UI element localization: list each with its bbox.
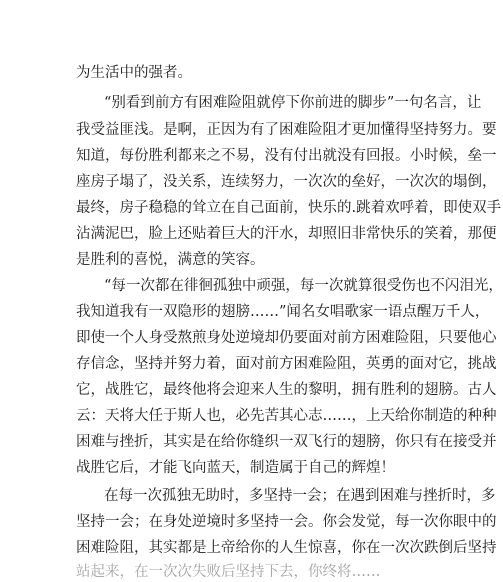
text-line: 困难与挫折，其实是在给你缝织一双飞行的翅膀，你只有在接受并 [76,434,497,450]
text-line: 是胜利的喜悦，满意的笑容。 [76,252,265,268]
text-line: “别看到前方有困难险阻就停下你前进的脚步”一句名言，让 [104,95,482,111]
text-line: 即使一个人身受熬煎身处逆境却仍要面对前方困难险阻，只要他心 [76,330,497,346]
text-line: 存信念，坚持并努力着，面对前方困难险阻，英勇的面对它，挑战 [76,356,497,372]
text-line: 坚持一会；在身处逆境时多坚持一会。你会发觉，每一次你眼中的 [76,514,497,530]
text-line: 为生活中的强者。 [76,65,192,81]
text-line: 知道，每份胜利都来之不易，没有付出就没有回报。小时候，垒一 [76,148,497,164]
text-line: 云：天将大任于斯人也，必先苦其心志……，上天给你制造的种种 [76,408,497,424]
text-line: 战胜它后，才能飞向蓝天，制造属于自己的辉煌！ [76,460,395,476]
text-line: 沾满泥巴，脸上还贴着巨大的汗水，却照旧非常快乐的笑着，那便 [76,226,497,242]
text-line: 困难险阻，其实都是上帝给你的人生惊喜，你在一次次跌倒后坚持 [76,540,497,556]
text-line: 它，战胜它，最终他将会迎来人生的黎明，拥有胜利的翅膀。古人 [76,382,497,398]
text-line: 最终，房子稳稳的耸立在自己面前，快乐的.跳着欢呼着，即使双手 [76,200,502,216]
text-line: “每一次都在徘徊孤独中顽强，每一次就算很受伤也不闪泪光， [104,278,503,294]
text-line: 座房子塌了，没关系，连续努力，一次次的垒好，一次次的塌倒， [76,174,497,190]
text-line: 我受益匪浅。是啊，正因为有了困难险阻才更加懂得坚持努力。要 [76,122,497,138]
text-line: 我知道我有一双隐形的翅膀……”闻名女唱歌家一语点醒万千人， [76,304,490,320]
text-line: 在每一次孤独无助时，多坚持一会；在遇到困难与挫折时，多 [104,488,496,504]
text-line: 站起来，在一次次失败后坚持下去，你终将…… [76,564,381,580]
